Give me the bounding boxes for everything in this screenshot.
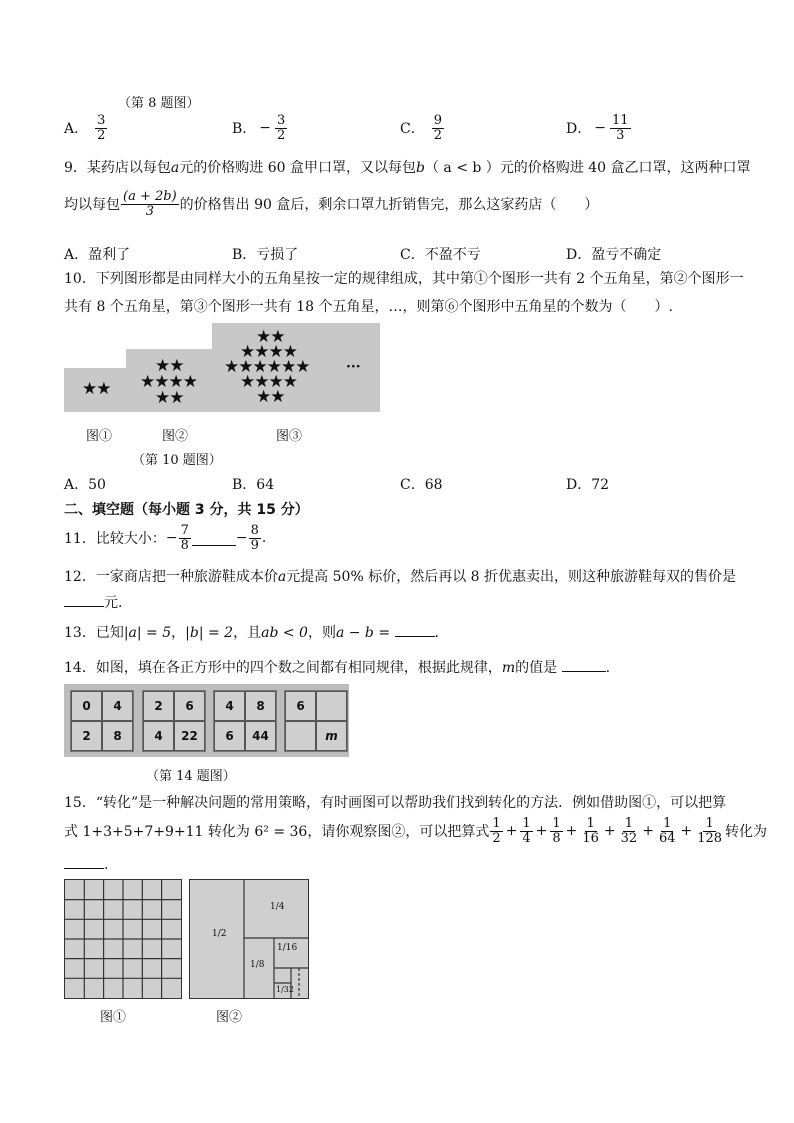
star-icon: ★★ bbox=[82, 379, 111, 399]
q10-fig-label-2: 图② bbox=[162, 429, 189, 444]
star-icon: ★★ bbox=[256, 387, 285, 407]
q12-answer-blank[interactable] bbox=[64, 594, 104, 607]
q15-fig-label-1: 图① bbox=[100, 1010, 127, 1025]
q10-line2: 共有 8 个五角星，第③个图形一共有 18 个五角星，…，则第⑥个图形中五角星的个数为（ ）. bbox=[64, 299, 673, 315]
q14-cell: 44 bbox=[245, 721, 276, 751]
q14-answer-blank[interactable] bbox=[562, 659, 606, 672]
q15-figure-2-halving bbox=[189, 879, 309, 999]
q10-figure-2 bbox=[126, 349, 212, 412]
q14-cell: 8 bbox=[245, 691, 276, 721]
q8-option-0[interactable]: A． $\frac{3}{2}$ bbox=[64, 113, 106, 143]
q10-line1: 10．下列图形都是由同样大小的五角星按一定的规律组成，其中第①个图形一共有 2 个五角星，第②个图形一 bbox=[64, 271, 744, 287]
q9-line2: 均以每包 $\frac{(a + 2b)}{3}$ 的价格售出 90 盒后，剩余口罩九折销售完，那么这家药店（ ） bbox=[64, 189, 599, 219]
q9-frac-den: 3 bbox=[145, 203, 154, 219]
q10-option-1[interactable]: B．64 bbox=[232, 477, 275, 493]
q14-caption: （第 14 题图） bbox=[146, 769, 236, 784]
star-icon: ★★★★ bbox=[240, 342, 297, 362]
q10-option-3[interactable]: D．72 bbox=[566, 477, 610, 493]
q14-cell: 0 bbox=[71, 691, 102, 721]
q14-cell: 4 bbox=[143, 721, 174, 751]
plus-sign: + bbox=[680, 823, 693, 840]
section-2-title: 二、填空题（每小题 3 分，共 15 分） bbox=[64, 502, 309, 518]
q12-line1: 12．一家商店把一种旅游鞋成本价a元提高 50% 标价，然后再以 8 折优惠卖出，则这种旅游鞋每双的售价是 bbox=[64, 569, 737, 585]
q12-line2: 元. bbox=[64, 592, 122, 612]
q15-line3: . bbox=[64, 856, 108, 873]
q13-answer-blank[interactable] bbox=[395, 624, 435, 637]
q9-option-1[interactable]: B．亏损了 bbox=[232, 247, 299, 263]
label-sixteenth: 1/16 bbox=[277, 943, 298, 953]
q10-fig-label-1: 图① bbox=[86, 429, 113, 444]
q10-figure-1 bbox=[64, 368, 126, 412]
halving-lines bbox=[190, 880, 308, 998]
plus-sign: + bbox=[642, 823, 654, 840]
q14-figure bbox=[64, 684, 349, 757]
label-eighth: 1/8 bbox=[250, 960, 265, 970]
star-icon: ★★ bbox=[155, 356, 184, 376]
plus-sign: + bbox=[565, 823, 578, 840]
q14-cell: 22 bbox=[174, 721, 205, 751]
q14-cell: 4 bbox=[214, 691, 245, 721]
q10-fig-label-3: 图③ bbox=[276, 429, 303, 444]
q14-cell: 6 bbox=[174, 691, 205, 721]
q14-cell: 8 bbox=[102, 721, 133, 751]
q14-square-3 bbox=[284, 690, 348, 752]
q14-cell: 2 bbox=[71, 721, 102, 751]
q15-fraction: $\frac{1}{4}$ bbox=[522, 816, 531, 846]
q15-fraction: $\frac{1}{8}$ bbox=[552, 816, 561, 846]
q11: 11．比较大小： − $\frac{7}{8}$ − $\frac{8}{9}$ . bbox=[64, 523, 267, 553]
q8-caption: （第 8 题图） bbox=[118, 96, 200, 111]
label-quarter: 1/4 bbox=[270, 902, 285, 912]
q10-caption: （第 10 题图） bbox=[132, 453, 222, 468]
q8-option-3[interactable]: D． − $\frac{11}{3}$ bbox=[566, 113, 629, 143]
plus-sign: + bbox=[603, 823, 616, 840]
q10-figure-3 bbox=[212, 323, 380, 412]
q15-answer-blank[interactable] bbox=[64, 856, 104, 869]
q14-cell bbox=[316, 691, 347, 721]
q14-square-2 bbox=[213, 690, 277, 752]
q15-line2: 式 1+3+5+7+9+11 转化为 6² = 36，请你观察图②，可以把算式 $\frac{1}{2}$ + $\frac{1}{4}$ + $\frac{1}{8}$ + $\frac{1}{16}$ + $\frac{1}{32}$ + $\frac{1}{64}$ + $\frac{1}{128}$ 转化为 bbox=[64, 816, 768, 846]
q10-option-2[interactable]: C．68 bbox=[400, 477, 443, 493]
q9-option-0[interactable]: A．盈利了 bbox=[64, 247, 131, 263]
q14-cell: 2 bbox=[143, 691, 174, 721]
q10-option-0[interactable]: A．50 bbox=[64, 477, 106, 493]
q15-fraction: $\frac{1}{16}$ bbox=[582, 816, 599, 846]
q14-cell: m bbox=[316, 721, 347, 751]
q15-fraction: $\frac{1}{32}$ bbox=[620, 816, 638, 846]
q9-option-3[interactable]: D．盈亏不确定 bbox=[566, 247, 662, 263]
q14-cell bbox=[285, 721, 316, 751]
q15-fraction: $\frac{1}{2}$ bbox=[492, 816, 501, 846]
star-icon: ★★ bbox=[155, 388, 184, 408]
q15-figure-1-grid bbox=[64, 879, 182, 999]
q15-fraction: $\frac{1}{64}$ bbox=[658, 816, 676, 846]
label-thirtysecond: 1/32 bbox=[276, 985, 294, 994]
grid-lines bbox=[65, 880, 181, 998]
q14-cell: 4 bbox=[102, 691, 133, 721]
plus-sign: + bbox=[535, 823, 548, 840]
q8-option-1[interactable]: B． − $\frac{3}{2}$ bbox=[232, 113, 286, 143]
q14-cell: 6 bbox=[285, 691, 316, 721]
plus-sign: + bbox=[505, 823, 518, 840]
q14-square-0 bbox=[70, 690, 134, 752]
q9-option-2[interactable]: C．不盈不亏 bbox=[400, 247, 481, 263]
q10-ellipsis: ··· bbox=[346, 359, 361, 375]
label-half: 1/2 bbox=[212, 929, 227, 939]
q15-line1: 15．“转化”是一种解决问题的常用策略，有时画图可以帮助我们找到转化的方法．例如借助图①，可以把算 bbox=[64, 795, 727, 811]
q14-square-1 bbox=[142, 690, 206, 752]
star-icon: ★★★★ bbox=[140, 372, 197, 392]
q9-frac-num: (a + 2b) bbox=[123, 189, 177, 204]
q14-cell: 6 bbox=[214, 721, 245, 751]
q8-option-2[interactable]: C． $\frac{9}{2}$ bbox=[400, 113, 442, 143]
star-icon: ★★★★★★ bbox=[224, 357, 310, 377]
q15-fraction: $\frac{1}{128}$ bbox=[697, 816, 723, 846]
q13: 13．已知|a| = 5，|b| = 2，且ab < 0，则a − b = . bbox=[64, 625, 439, 641]
star-icon: ★★★★ bbox=[240, 372, 297, 392]
q11-answer-blank[interactable] bbox=[192, 531, 236, 546]
q14: 14．如图，填在各正方形中的四个数之间都有相同规律，根据此规律，m的值是 . bbox=[64, 660, 611, 676]
q9-line1: 9．某药店以每包a元的价格购进 60 盒甲口罩，又以每包b（ a < b ）元的价格购进 40 盒乙口罩，这两种口罩 bbox=[64, 160, 751, 176]
star-icon: ★★ bbox=[256, 327, 285, 347]
q15-fig-label-2: 图② bbox=[216, 1010, 243, 1025]
